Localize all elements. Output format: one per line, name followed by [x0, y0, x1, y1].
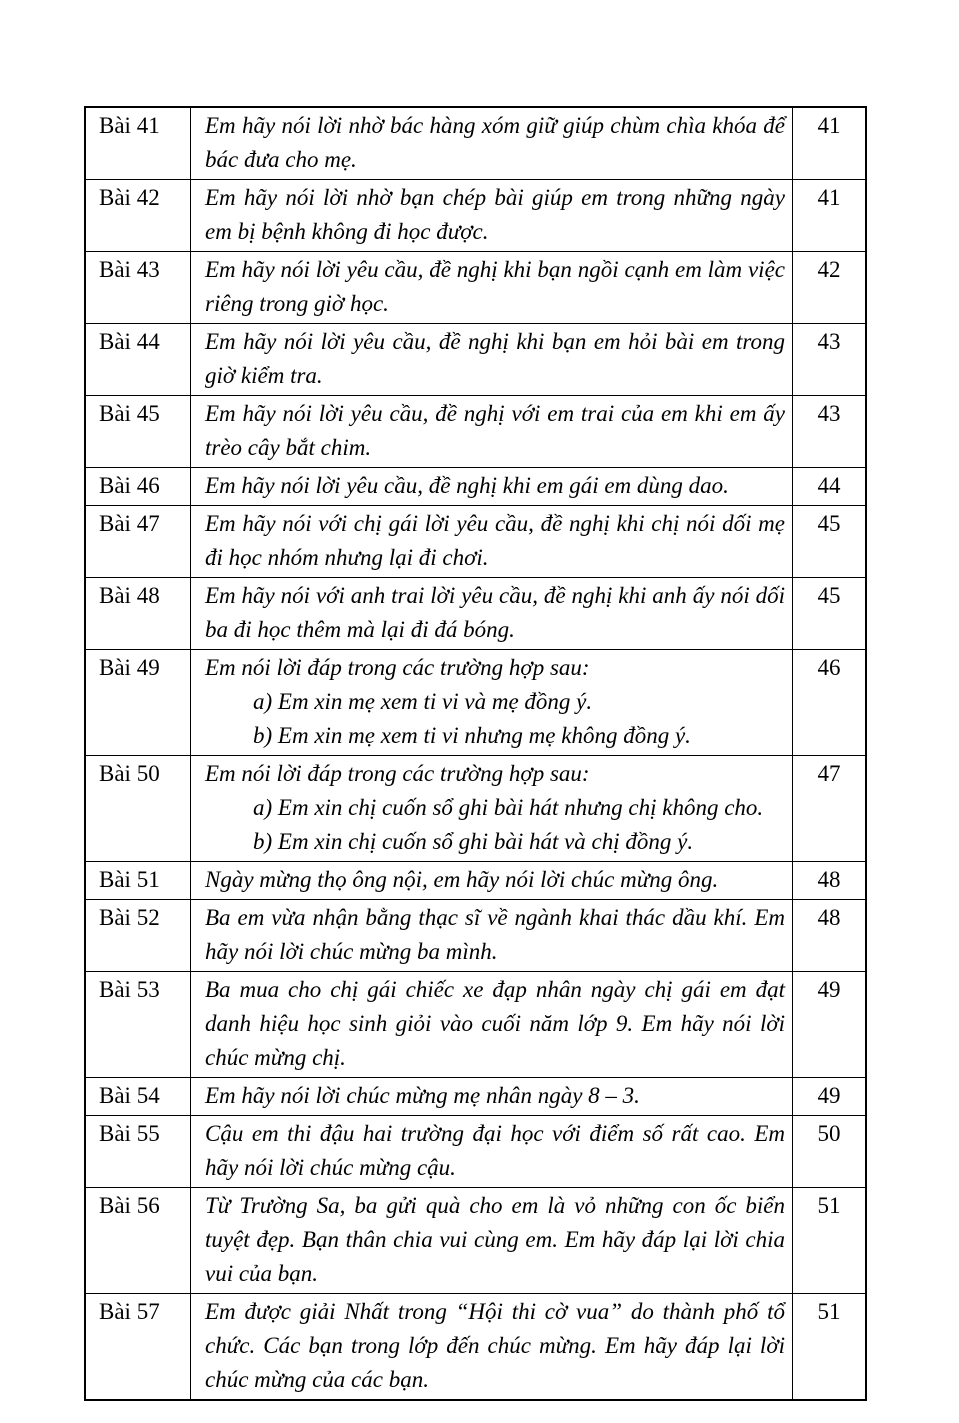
lesson-sub-item: a) Em xin chị cuốn sổ ghi bài hát nhưng chị không cho.: [253, 795, 764, 820]
toc-row: [86, 861, 865, 899]
lesson-label: Bài 45: [86, 396, 191, 467]
lesson-main-text: Em hãy nói lời yêu cầu, đề nghị khi bạn ngồi cạnh em làm việc riêng trong giờ học.: [205, 257, 785, 316]
page-number: 45: [792, 506, 865, 577]
lesson-label: Bài 44: [86, 324, 191, 395]
lesson-description: [191, 756, 792, 861]
lesson-sub-item: a) Em xin mẹ xem ti vi và mẹ đồng ý.: [253, 689, 593, 714]
lesson-main-text: Em hãy nói với chị gái lời yêu cầu, đề nghị khi chị nói dối mẹ đi học nhóm nhưng lại đi chơi.: [205, 511, 785, 570]
lesson-main-text: Từ Trường Sa, ba gửi quà cho em là vỏ những con ốc biển tuyệt đẹp. Bạn thân chia vui cùng em. Em hãy đáp lại lời chia vui của bạn.: [205, 1193, 785, 1286]
lesson-description: [191, 972, 792, 1077]
lesson-label: Bài 57: [86, 1294, 191, 1399]
page-number: 50: [792, 1116, 865, 1187]
lesson-description: [191, 396, 792, 467]
toc-row: [86, 251, 865, 323]
toc-row: [86, 649, 865, 755]
toc-row: [86, 755, 865, 861]
lesson-description: [191, 1188, 792, 1293]
toc-row: [86, 179, 865, 251]
toc-row: [86, 395, 865, 467]
lesson-label: Bài 42: [86, 180, 191, 251]
toc-row: [86, 971, 865, 1077]
lesson-label: Bài 50: [86, 756, 191, 861]
lesson-description: [191, 108, 792, 179]
lesson-label: Bài 53: [86, 972, 191, 1077]
lesson-description: [191, 1116, 792, 1187]
page-number: 48: [792, 900, 865, 971]
lesson-main-text: Ba em vừa nhận bằng thạc sĩ về ngành khai thác dầu khí. Em hãy nói lời chúc mừng ba mình.: [205, 905, 785, 964]
lesson-main-text: Em hãy nói lời yêu cầu, đề nghị khi bạn em hỏi bài em trong giờ kiểm tra.: [205, 329, 785, 388]
lesson-label: Bài 56: [86, 1188, 191, 1293]
page-number: 43: [792, 396, 865, 467]
lesson-main-text: Em hãy nói lời nhờ bác hàng xóm giữ giúp chùm chìa khóa để bác đưa cho mẹ.: [205, 113, 785, 172]
lesson-main-text: Em nói lời đáp trong các trường hợp sau:: [205, 761, 590, 786]
lesson-description: [191, 252, 792, 323]
lesson-label: Bài 46: [86, 468, 191, 505]
lesson-label: Bài 41: [86, 108, 191, 179]
lesson-main-text: Em hãy nói lời nhờ bạn chép bài giúp em trong những ngày em bị bệnh không đi học được.: [205, 185, 785, 244]
lesson-description: [191, 324, 792, 395]
toc-row: [86, 899, 865, 971]
toc-row: [86, 323, 865, 395]
page-number: 45: [792, 578, 865, 649]
page-number: 43: [792, 324, 865, 395]
lesson-main-text: Em hãy nói với anh trai lời yêu cầu, đề nghị khi anh ấy nói dối ba đi học thêm mà lại đi đá bóng.: [205, 583, 785, 642]
toc-row: [86, 1293, 865, 1399]
lesson-description: [191, 468, 792, 505]
lesson-main-text: Ba mua cho chị gái chiếc xe đạp nhân ngày chị gái em đạt danh hiệu học sinh giỏi vào cuối năm lớp 9. Em hãy nói lời chúc mừng chị.: [205, 977, 785, 1070]
lesson-label: Bài 55: [86, 1116, 191, 1187]
page-number: 41: [792, 108, 865, 179]
lesson-sub-item: b) Em xin mẹ xem ti vi nhưng mẹ không đồng ý.: [253, 723, 691, 748]
lesson-label: Bài 49: [86, 650, 191, 755]
lesson-description: [191, 180, 792, 251]
lesson-description: [191, 578, 792, 649]
toc-row: [86, 505, 865, 577]
lesson-main-text: Em được giải Nhất trong “Hội thi cờ vua” do thành phố tổ chức. Các bạn trong lớp đến chúc mừng. Em hãy đáp lại lời chúc mừng của các bạn.: [205, 1299, 785, 1392]
toc-row: [86, 1077, 865, 1115]
lesson-main-text: Ngày mừng thọ ông nội, em hãy nói lời chúc mừng ông.: [205, 867, 719, 892]
toc-row: [86, 467, 865, 505]
lesson-description: [191, 650, 792, 755]
toc-table: [84, 106, 867, 1401]
lesson-main-text: Em hãy nói lời yêu cầu, đề nghị với em trai của em khi em ấy trèo cây bắt chim.: [205, 401, 785, 460]
toc-row: [86, 577, 865, 649]
page-number: 41: [792, 180, 865, 251]
lesson-main-text: Em nói lời đáp trong các trường hợp sau:: [205, 655, 590, 680]
page-number: 47: [792, 756, 865, 861]
page-number: 42: [792, 252, 865, 323]
page-number: 49: [792, 1078, 865, 1115]
lesson-description: [191, 506, 792, 577]
lesson-description: [191, 1294, 792, 1399]
lesson-sub-item: b) Em xin chị cuốn sổ ghi bài hát và chị đồng ý.: [253, 829, 694, 854]
lesson-description: [191, 900, 792, 971]
lesson-label: Bài 51: [86, 862, 191, 899]
lesson-main-text: Em hãy nói lời yêu cầu, đề nghị khi em gái em dùng dao.: [205, 473, 729, 498]
toc-row: [86, 108, 865, 179]
page-number: 51: [792, 1188, 865, 1293]
lesson-main-text: Em hãy nói lời chúc mừng mẹ nhân ngày 8 – 3.: [205, 1083, 640, 1108]
lesson-label: Bài 52: [86, 900, 191, 971]
page-number: 44: [792, 468, 865, 505]
lesson-label: Bài 47: [86, 506, 191, 577]
page-number: 46: [792, 650, 865, 755]
toc-row: [86, 1187, 865, 1293]
lesson-main-text: Cậu em thi đậu hai trường đại học với điểm số rất cao. Em hãy nói lời chúc mừng cậu.: [205, 1121, 785, 1180]
lesson-label: Bài 43: [86, 252, 191, 323]
lesson-description: [191, 862, 792, 899]
lesson-label: Bài 54: [86, 1078, 191, 1115]
page-number: 51: [792, 1294, 865, 1399]
page-number: 48: [792, 862, 865, 899]
lesson-description: [191, 1078, 792, 1115]
lesson-label: Bài 48: [86, 578, 191, 649]
toc-row: [86, 1115, 865, 1187]
page-number: 49: [792, 972, 865, 1077]
